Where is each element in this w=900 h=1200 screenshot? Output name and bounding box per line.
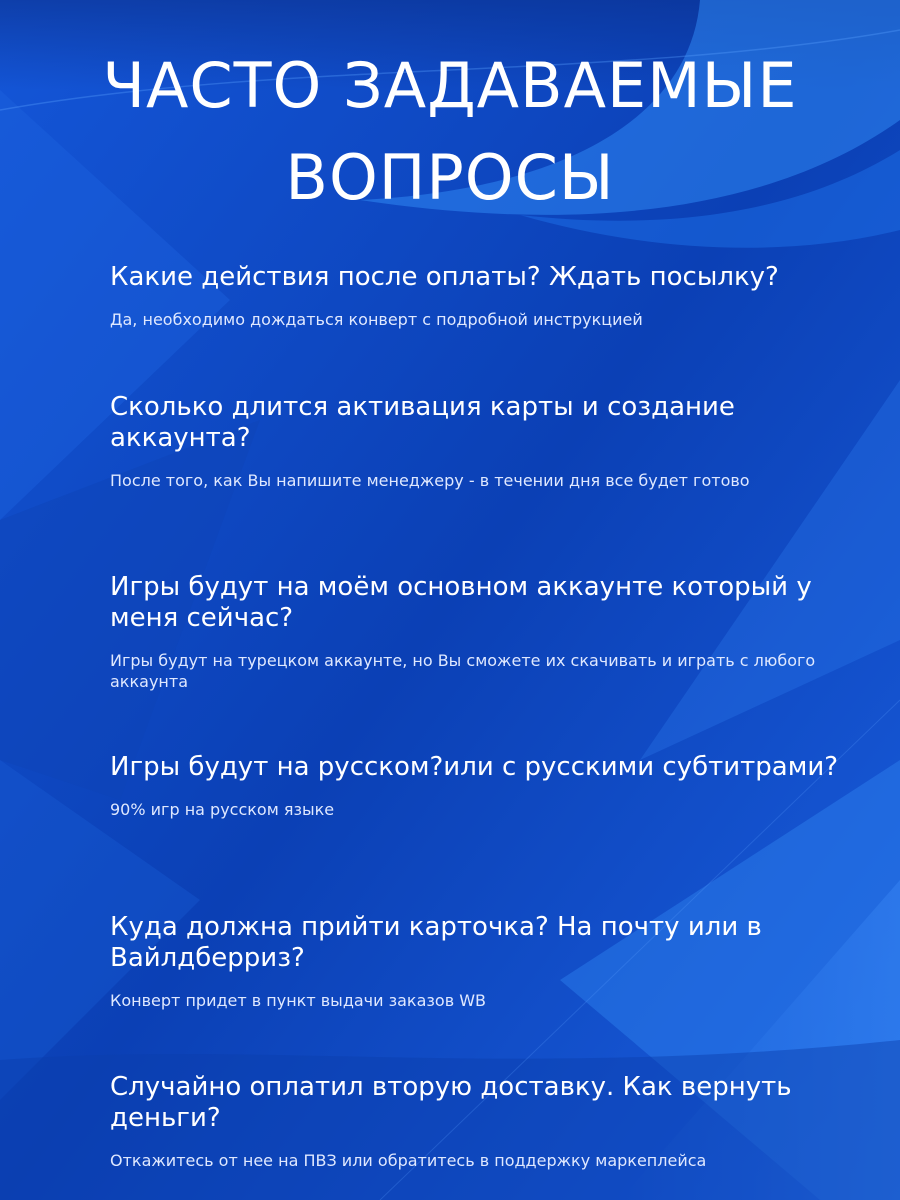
faq-question: Куда должна прийти карточка? На почту или в Вайлдберриз? [110,912,762,973]
faq-question: Игры будут на моём основном аккаунте который у меня сейчас? [110,572,812,633]
faq-item [110,392,870,491]
page-title-line-2: ВОПРОСЫ [285,141,615,214]
faq-item [110,1072,870,1171]
faq-answer: Игры будут на турецком аккаунте, но Вы сможете их скачивать и играть с любого аккаунта [110,651,816,691]
faq-question: Какие действия после оплаты? Ждать посылку? [110,262,779,292]
faq-item [110,262,870,330]
faq-answer: Откажитесь от нее на ПВЗ или обратитесь в поддержку маркеплейса [110,1151,707,1170]
faq-question: Случайно оплатил вторую доставку. Как вернуть деньги? [110,1072,792,1133]
faq-item [110,572,870,692]
faq-question: Игры будут на русском?или с русскими субтитрами? [110,752,839,782]
faq-question: Сколько длится активация карты и создание аккаунта? [110,392,735,453]
page-title-line-1: ЧАСТО ЗАДАВАЕМЫЕ [102,49,798,122]
faq-answer: После того, как Вы напишите менеджеру - в течении дня все будет готово [110,471,750,490]
faq-item [110,912,870,1011]
faq-answer: 90% игр на русском языке [110,800,335,819]
faq-answer: Конверт придет в пункт выдачи заказов WB [110,991,487,1010]
faq-item [110,752,870,820]
faq-answer: Да, необходимо дождаться конверт с подробной инструкцией [110,310,643,329]
page-title [0,40,900,224]
